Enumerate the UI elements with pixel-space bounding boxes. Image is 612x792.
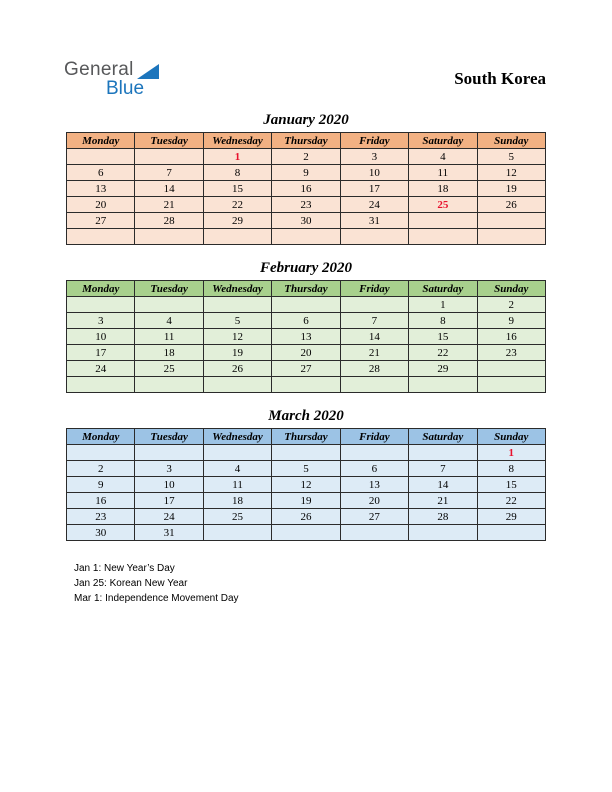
day-cell: 5: [477, 149, 545, 165]
week-row: [67, 377, 546, 393]
empty-cell: [409, 377, 477, 393]
empty-cell: [340, 525, 408, 541]
day-cell: 18: [203, 493, 271, 509]
logo-text-general: General: [64, 59, 134, 80]
day-cell: 22: [203, 197, 271, 213]
week-row: [67, 165, 546, 181]
weekday-header: Saturday: [409, 429, 477, 445]
empty-cell: [67, 445, 135, 461]
day-cell: 12: [203, 329, 271, 345]
day-cell: 10: [67, 329, 135, 345]
page-title: South Korea: [454, 69, 546, 88]
day-cell: 30: [67, 525, 135, 541]
month-table: [66, 132, 546, 245]
day-cell: 28: [340, 361, 408, 377]
day-cell: 31: [340, 213, 408, 229]
week-row: [67, 313, 546, 329]
day-cell: 2: [67, 461, 135, 477]
week-row: [67, 149, 546, 165]
empty-cell: [203, 445, 271, 461]
day-cell: 20: [340, 493, 408, 509]
week-row: [67, 229, 546, 245]
weekday-header: Sunday: [477, 429, 545, 445]
day-cell: 26: [477, 197, 545, 213]
day-cell: 4: [203, 461, 271, 477]
weekday-header: Thursday: [272, 429, 340, 445]
calendar-february: [66, 260, 546, 393]
day-cell: 23: [272, 197, 340, 213]
day-cell: 13: [67, 181, 135, 197]
empty-cell: [135, 229, 203, 245]
day-cell: 13: [272, 329, 340, 345]
day-cell: 4: [409, 149, 477, 165]
day-cell: 16: [67, 493, 135, 509]
month-title: March 2020: [268, 408, 344, 424]
day-cell: 6: [272, 313, 340, 329]
day-cell: 12: [477, 165, 545, 181]
day-cell: 3: [135, 461, 203, 477]
empty-cell: [272, 297, 340, 313]
week-row: [67, 197, 546, 213]
weekday-header: Tuesday: [135, 429, 203, 445]
week-row: [67, 297, 546, 313]
day-cell: 26: [272, 509, 340, 525]
day-cell: 18: [409, 181, 477, 197]
weekday-header: Sunday: [477, 281, 545, 297]
calendar-march: [66, 408, 546, 541]
day-cell: 21: [409, 493, 477, 509]
weekday-header: Thursday: [272, 133, 340, 149]
empty-cell: [409, 229, 477, 245]
legend-item: Jan 25: Korean New Year: [74, 578, 188, 589]
weekday-header: Wednesday: [203, 281, 271, 297]
empty-cell: [272, 445, 340, 461]
day-cell: 29: [203, 213, 271, 229]
empty-cell: [67, 229, 135, 245]
empty-cell: [135, 445, 203, 461]
month-title: January 2020: [263, 112, 349, 128]
weekday-header: Monday: [67, 133, 135, 149]
week-row: [67, 525, 546, 541]
day-cell: 24: [67, 361, 135, 377]
day-cell: 8: [203, 165, 271, 181]
week-row: [67, 509, 546, 525]
day-cell: 25: [203, 509, 271, 525]
day-cell: 31: [135, 525, 203, 541]
day-cell: 7: [340, 313, 408, 329]
day-cell: 2: [272, 149, 340, 165]
weekday-header: Monday: [67, 281, 135, 297]
empty-cell: [477, 213, 545, 229]
day-cell: 17: [340, 181, 408, 197]
week-row: [67, 345, 546, 361]
day-cell: 10: [340, 165, 408, 181]
day-cell: 14: [135, 181, 203, 197]
empty-cell: [340, 229, 408, 245]
day-cell: 25: [409, 197, 477, 213]
day-cell: 16: [272, 181, 340, 197]
day-cell: 21: [135, 197, 203, 213]
day-cell: 24: [135, 509, 203, 525]
day-cell: 29: [409, 361, 477, 377]
logo-text-blue: Blue: [106, 78, 145, 99]
empty-cell: [409, 445, 477, 461]
day-cell: 9: [477, 313, 545, 329]
empty-cell: [272, 377, 340, 393]
day-cell: 11: [135, 329, 203, 345]
day-cell: 15: [203, 181, 271, 197]
day-cell: 27: [272, 361, 340, 377]
day-cell: 20: [272, 345, 340, 361]
legend-item: Jan 1: New Year’s Day: [74, 563, 175, 574]
empty-cell: [203, 525, 271, 541]
holiday-legend: [66, 561, 546, 606]
empty-cell: [340, 377, 408, 393]
week-row: [67, 445, 546, 461]
day-cell: 5: [272, 461, 340, 477]
day-cell: 25: [135, 361, 203, 377]
empty-cell: [203, 229, 271, 245]
day-cell: 9: [272, 165, 340, 181]
weekday-header: Saturday: [409, 133, 477, 149]
empty-cell: [272, 525, 340, 541]
calendars-container: [66, 112, 546, 541]
day-cell: 15: [409, 329, 477, 345]
empty-cell: [409, 525, 477, 541]
day-cell: 4: [135, 313, 203, 329]
empty-cell: [477, 525, 545, 541]
weekday-header: Monday: [67, 429, 135, 445]
day-cell: 11: [203, 477, 271, 493]
legend-item: Mar 1: Independence Movement Day: [74, 593, 239, 604]
logo-triangle-icon: [137, 64, 159, 79]
day-cell: 10: [135, 477, 203, 493]
day-cell: 28: [135, 213, 203, 229]
week-row: [67, 329, 546, 345]
weekday-header: Wednesday: [203, 133, 271, 149]
day-cell: 23: [67, 509, 135, 525]
day-cell: 19: [203, 345, 271, 361]
weekday-header: Tuesday: [135, 133, 203, 149]
day-cell: 20: [67, 197, 135, 213]
weekday-header: Friday: [340, 281, 408, 297]
day-cell: 7: [135, 165, 203, 181]
day-cell: 13: [340, 477, 408, 493]
day-cell: 27: [67, 213, 135, 229]
day-cell: 28: [409, 509, 477, 525]
day-cell: 17: [135, 493, 203, 509]
day-cell: 6: [67, 165, 135, 181]
month-table: [66, 280, 546, 393]
empty-cell: [340, 297, 408, 313]
week-row: [67, 181, 546, 197]
day-cell: 22: [409, 345, 477, 361]
day-cell: 8: [409, 313, 477, 329]
weekday-header: Thursday: [272, 281, 340, 297]
day-cell: 5: [203, 313, 271, 329]
weekday-header: Wednesday: [203, 429, 271, 445]
day-cell: 21: [340, 345, 408, 361]
weekday-header: Tuesday: [135, 281, 203, 297]
empty-cell: [67, 149, 135, 165]
day-cell: 6: [340, 461, 408, 477]
logo-top-line: [64, 60, 159, 79]
empty-cell: [340, 445, 408, 461]
empty-cell: [477, 377, 545, 393]
day-cell: 12: [272, 477, 340, 493]
day-cell: 16: [477, 329, 545, 345]
empty-cell: [203, 297, 271, 313]
week-row: [67, 361, 546, 377]
empty-cell: [67, 377, 135, 393]
week-row: [67, 477, 546, 493]
week-row: [67, 493, 546, 509]
empty-cell: [135, 297, 203, 313]
page-header: [66, 52, 546, 106]
day-cell: 2: [477, 297, 545, 313]
day-cell: 1: [203, 149, 271, 165]
day-cell: 9: [67, 477, 135, 493]
weekday-header: Sunday: [477, 133, 545, 149]
general-blue-logo: [64, 60, 159, 98]
month-title: February 2020: [259, 260, 353, 276]
day-cell: 3: [340, 149, 408, 165]
empty-cell: [135, 377, 203, 393]
weekday-header: Friday: [340, 429, 408, 445]
day-cell: 26: [203, 361, 271, 377]
day-cell: 8: [477, 461, 545, 477]
weekday-header: Saturday: [409, 281, 477, 297]
day-cell: 22: [477, 493, 545, 509]
day-cell: 24: [340, 197, 408, 213]
empty-cell: [409, 213, 477, 229]
week-row: [67, 213, 546, 229]
empty-cell: [272, 229, 340, 245]
day-cell: 27: [340, 509, 408, 525]
day-cell: 23: [477, 345, 545, 361]
day-cell: 1: [409, 297, 477, 313]
day-cell: 29: [477, 509, 545, 525]
day-cell: 15: [477, 477, 545, 493]
day-cell: 14: [409, 477, 477, 493]
day-cell: 11: [409, 165, 477, 181]
day-cell: 17: [67, 345, 135, 361]
week-row: [67, 461, 546, 477]
empty-cell: [477, 361, 545, 377]
day-cell: 7: [409, 461, 477, 477]
empty-cell: [67, 297, 135, 313]
weekday-header: Friday: [340, 133, 408, 149]
empty-cell: [135, 149, 203, 165]
day-cell: 1: [477, 445, 545, 461]
empty-cell: [203, 377, 271, 393]
day-cell: 3: [67, 313, 135, 329]
empty-cell: [477, 229, 545, 245]
day-cell: 19: [477, 181, 545, 197]
day-cell: 18: [135, 345, 203, 361]
day-cell: 14: [340, 329, 408, 345]
day-cell: 19: [272, 493, 340, 509]
month-table: [66, 428, 546, 541]
day-cell: 30: [272, 213, 340, 229]
calendar-january: [66, 112, 546, 245]
